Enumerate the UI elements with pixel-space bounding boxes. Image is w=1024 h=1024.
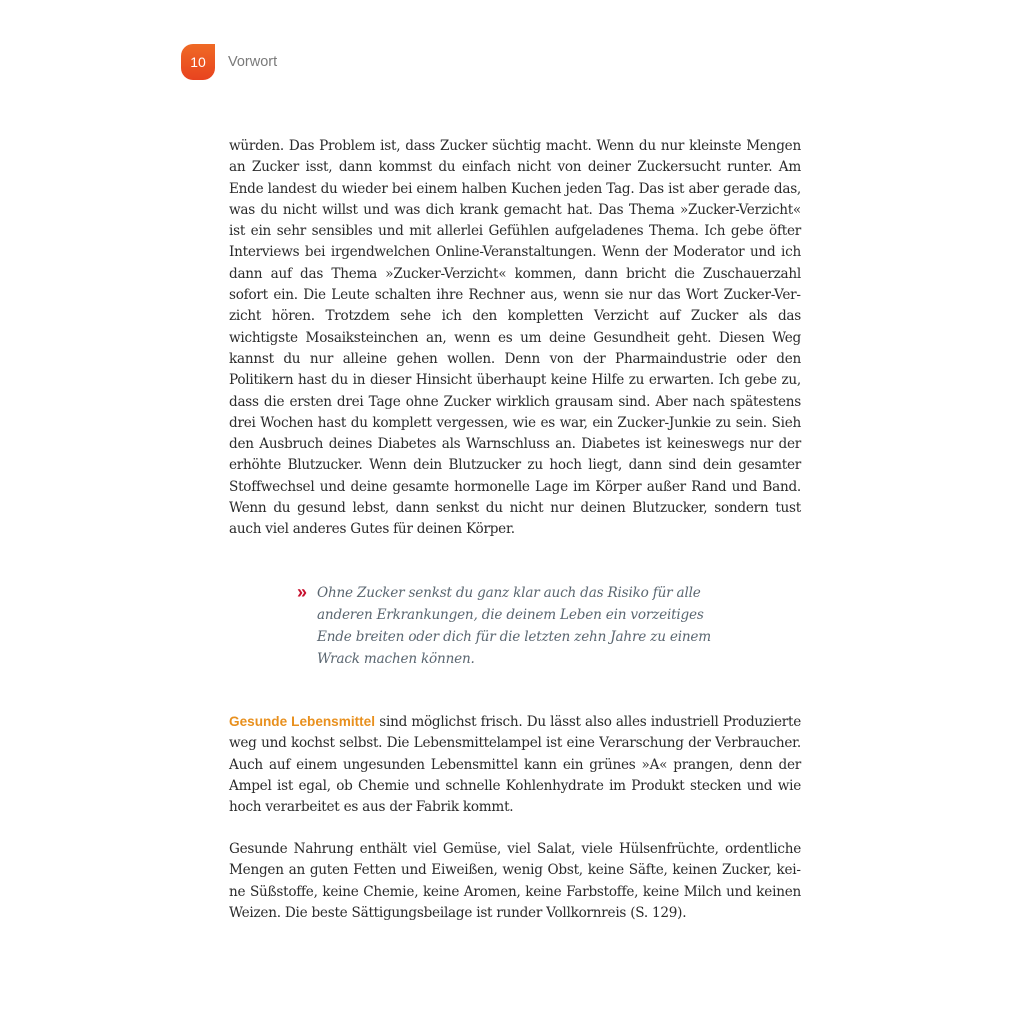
highlight-term: Gesunde Lebensmittel xyxy=(229,714,375,729)
body-paragraph-2 xyxy=(229,711,801,818)
body-paragraph-3: Gesunde Nahrung enthält viel Gemüse, viel Salat, viele Hülsenfrüchte, ordentliche Mengen an guten Fetten und Eiweißen, wenig Obst, keine Säfte, keinen Zucker, keine Süßstoffe, keine Chemie, keine Aromen, keine Farbstoffe, keine Milch und keinen Weizen. Die beste Sättigungsbeilage ist runder Vollkornreis (S. 129). xyxy=(229,841,801,921)
body-paragraph-1: würden. Das Problem ist, dass Zucker süchtig macht. Wenn du nur kleinste Mengen an Zucker isst, dann kommst du einfach nicht von deiner Zuckersucht runter. Am Ende landest du wieder bei einem halben Kuchen jeden Tag. Das ist aber gerade das, was du nicht willst und was dich krank gemacht hat. Das Thema »Zucker-Verzicht« ist ein sehr sensibles und mit allerlei Gefühlen aufgeladenes Thema. Ich gebe öfter Interviews bei irgendwelchen Online-Veranstaltungen. Wenn der Moderator und ich dann auf das Thema »Zucker-Verzicht« kommen, dann bricht die Zuschauerzahl sofort ein. Die Leute schalten ihre Rechner aus, wenn sie nur das Wort Zucker-Verzicht hören. Trotzdem sehe ich den kompletten Verzicht auf Zucker als das wichtigste Mosaiksteinchen an, wenn es um deine Gesundheit geht. Diesen Weg kannst du nur alleine gehen wollen. Denn von der Pharmaindustrie oder den Politikern hast du in dieser Hinsicht überhaupt keine Hilfe zu erwarten. Ich gebe zu, dass die ersten drei Tage ohne Zucker wirklich grausam sind. Aber nach spätestens drei Wochen hast du komplett vergessen, wie es war, ein Zucker-Junkie zu sein. Sieh den Ausbruch deines Diabetes als Warnschluss an. Diabetes ist keineswegs nur der erhöhte Blutzucker. Wenn dein Blutzucker zu hoch liegt, dann sind dein gesamter Stoffwechsel und deine gesamte hormonelle Lage im Körper außer Rand und Band. Wenn du gesund lebst, dann senkst du nicht nur deinen Blutzucker, sondern tust auch viel anderes Gutes für deinen Körper. xyxy=(229,138,801,538)
page-number-badge xyxy=(181,44,215,80)
page-header xyxy=(181,44,277,80)
quote-mark-icon: » xyxy=(297,582,306,602)
running-head: Vorwort xyxy=(228,54,278,70)
body-paragraph-2-text: sind möglichst frisch. Du lässt also alles industriell Produzierte weg und kochst selbst. Die Lebensmittelampel ist eine Verarschung der Verbraucher. Auch auf einem ungesunden Lebensmittel kann ein grünes »A« prangen, denn der Ampel ist egal, ob Chemie und schnelle Kohlenhydrate im Produkt stecken und wie hoch verarbeitet es aus der Fabrik kommt. xyxy=(229,714,801,816)
page-number: 10 xyxy=(190,54,206,70)
pull-quote-text: Ohne Zucker senkst du ganz klar auch das Risiko für alle anderen Erkrankungen, die deinem Leben ein vorzeitiges Ende breiten oder dich für die letzten zehn Jahre zu einem Wrack machen können. xyxy=(317,585,711,667)
pull-quote xyxy=(297,582,717,670)
